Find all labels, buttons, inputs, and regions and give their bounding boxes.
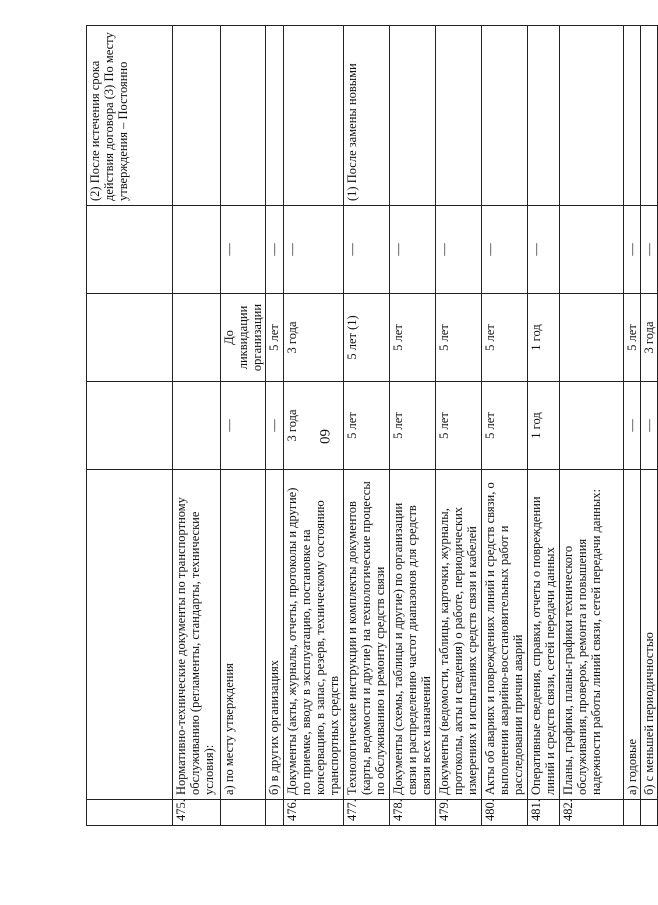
table-row — [560, 26, 624, 826]
row-note — [482, 26, 528, 206]
retention-period — [87, 294, 173, 382]
item-number — [221, 800, 266, 826]
table-row — [87, 26, 173, 826]
retention-period — [173, 294, 221, 382]
row-note: (1) После замены новыми — [344, 26, 390, 206]
table-row — [624, 26, 641, 826]
retention-period: — — [221, 382, 266, 470]
retention-period: — — [624, 382, 641, 470]
row-note — [641, 26, 658, 206]
item-number: 479. — [436, 800, 482, 826]
table-row — [641, 26, 658, 826]
item-number: 482. — [560, 800, 624, 826]
retention-period: — — [528, 206, 560, 294]
row-note — [266, 26, 284, 206]
retention-period: 1 год — [528, 382, 560, 470]
retention-period: — — [482, 206, 528, 294]
table-row — [266, 26, 284, 826]
retention-period — [560, 382, 624, 470]
item-number: 475. — [173, 800, 221, 826]
table-row — [284, 26, 344, 826]
item-number — [624, 800, 641, 826]
retention-period — [173, 382, 221, 470]
retention-period: — — [641, 206, 658, 294]
document-description: Оперативные сведения, справки, отчеты о повреждении линий и средств связи, сетей передачи данных — [528, 470, 560, 800]
retention-period — [87, 382, 173, 470]
table-row — [390, 26, 436, 826]
retention-period: 5 лет — [436, 294, 482, 382]
retention-period — [87, 206, 173, 294]
item-number — [87, 800, 173, 826]
retention-period: 5 лет — [482, 382, 528, 470]
retention-period: 5 лет — [390, 382, 436, 470]
row-note — [390, 26, 436, 206]
item-number: 481. — [528, 800, 560, 826]
retention-period: — — [344, 206, 390, 294]
retention-period: — — [436, 206, 482, 294]
item-number: 480. — [482, 800, 528, 826]
row-note — [528, 26, 560, 206]
retention-period: 3 года — [641, 294, 658, 382]
rotated-document-table — [86, 26, 656, 826]
document-description: Документы (ведомости, таблицы, карточки, журналы, протоколы, акты и сведения) о работе, периодических измерениях и испытаниях средств связи и кабелей — [436, 470, 482, 800]
document-description: а) по месту утверждения — [221, 470, 266, 800]
table-row — [528, 26, 560, 826]
table-row — [173, 26, 221, 826]
table-row — [436, 26, 482, 826]
retention-period — [173, 206, 221, 294]
row-note — [624, 26, 641, 206]
retention-period: 3 года — [284, 294, 344, 382]
table-row — [221, 26, 266, 826]
retention-period — [560, 294, 624, 382]
document-description: б) в других организациях — [266, 470, 284, 800]
row-note — [284, 26, 344, 206]
retention-period: 5 лет — [624, 294, 641, 382]
document-description: б) с меньшей периодичностью — [641, 470, 658, 800]
retention-period: 5 лет — [266, 294, 284, 382]
retention-period: — — [641, 382, 658, 470]
document-description: а) годовые — [624, 470, 641, 800]
table-row — [344, 26, 390, 826]
retention-period: — — [390, 206, 436, 294]
item-number: 477. — [344, 800, 390, 826]
document-description: Планы, графики, планы-графики технического обслуживания, проверок, ремонта и повышения надежности работы линий связи, сетей передачи данных: — [560, 470, 624, 800]
item-number — [266, 800, 284, 826]
retention-period: 5 лет — [344, 382, 390, 470]
item-number: 478. — [390, 800, 436, 826]
records-table — [86, 25, 658, 826]
row-note — [221, 26, 266, 206]
retention-period: 5 лет — [390, 294, 436, 382]
retention-period — [560, 206, 624, 294]
row-note — [436, 26, 482, 206]
item-number — [641, 800, 658, 826]
document-description: Технологические инструкции и комплекты документов (карты, ведомости и другие) на технологические процессы по обслуживанию и ремонту средств связи — [344, 470, 390, 800]
retention-period: 5 лет (1) — [344, 294, 390, 382]
item-number: 476. — [284, 800, 344, 826]
retention-period: До ликвидации организации — [221, 294, 266, 382]
row-note — [173, 26, 221, 206]
retention-period: 5 лет — [436, 382, 482, 470]
retention-period: — — [284, 206, 344, 294]
document-description: Документы (акты, журналы, отчеты, протоколы и другие) по приемке, вводу в эксплуатацию, постановке на консервацию, в запас, резерв, техническому состоянию транспортных средств — [284, 470, 344, 800]
retention-period: 3 года — [284, 382, 344, 470]
retention-period: 5 лет — [482, 294, 528, 382]
retention-period: — — [266, 382, 284, 470]
retention-period: 1 год — [528, 294, 560, 382]
retention-period: — — [624, 206, 641, 294]
table-row — [482, 26, 528, 826]
page-number: 60 — [316, 429, 332, 444]
retention-period: — — [266, 206, 284, 294]
document-description: Акты об авариях и повреждениях линий и средств связи, о выполнении аварийно-восстановительных работ и расследовании причин аварий — [482, 470, 528, 800]
row-note — [560, 26, 624, 206]
document-description: Документы (схемы, таблицы и другие) по организации связи и распределению частот диапазонов для средств связи всех назначений — [390, 470, 436, 800]
document-description: Нормативно-технические документы по транспортному обслуживанию (регламенты, стандарты, технические условия): — [173, 470, 221, 800]
row-note: (2) После истечения срока действия договора (3) По месту утверждения – Постоянно — [87, 26, 173, 206]
retention-period: — — [221, 206, 266, 294]
document-description — [87, 470, 173, 800]
